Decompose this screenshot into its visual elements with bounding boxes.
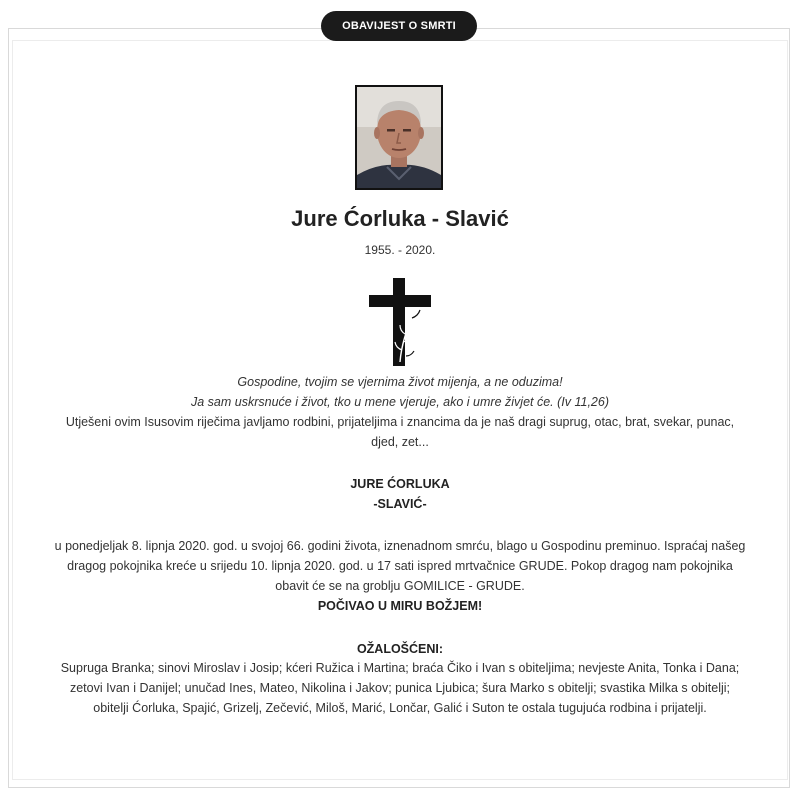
cross-with-olive-branch-icon: [366, 278, 434, 368]
funeral-details: u ponedjeljak 8. lipnja 2020. god. u svojoj 66. godini života, iznenadnom smrću, blago u Gospodinu preminuo. Ispraćaj našeg dragog pokojnika kreće u srijedu 10. lipnja 2020. god. u 17 sati ispred mrtvačnice GRUDE. Pokop dragog nam pokojnika obavit će se na groblju GOMILICE - GRUDE.: [54, 539, 746, 593]
deceased-name-block: [0, 474, 800, 514]
mourners-list: Supruga Branka; sinovi Miroslav i Josip; kćeri Ružica i Martina; braća Čiko i Ivan s obiteljima; nevjeste Anita, Tonka i Dana; zetovi Ivan i Danijel; unučad Ines, Mateo, Nikolina i Jakov; punica Ljubica; šura Marko s obitelji; svastika Milka s obitelji; obitelji Ćorluka, Spajić, Grizelj, Zečević, Miloš, Marić, Lončar, Galić i Suton te ostala tugujuća rodbina i prijatelji.: [60, 661, 740, 715]
quote-line: Gospodine, tvojim se vjernima život mijenja, a ne oduzima!: [237, 375, 563, 389]
rest-in-peace: POČIVAO U MIRU BOŽJEM!: [317, 599, 483, 613]
portrait-photo: [355, 85, 443, 190]
deceased-full-name: JURE ĆORLUKA: [350, 477, 450, 491]
notice-type-badge: OBAVIJEST O SMRTI: [321, 11, 477, 41]
life-years: 1955. - 2020.: [364, 243, 436, 257]
mourners-heading: OŽALOŠĆENI:: [356, 642, 444, 656]
deceased-name: Jure Ćorluka - Slavić: [291, 206, 509, 231]
scripture-quote: [40, 372, 760, 412]
announcement-intro: Utješeni ovim Isusovim riječima javljamo rodbini, prijateljima i znancima da je naš dragi suprug, otac, brat, svekar, punac, djed, zet...: [65, 415, 735, 449]
quote-line: Ja sam uskrsnuće i život, tko u mene vjeruje, ako i umre živjet će. (Iv 11,26): [191, 395, 609, 409]
deceased-nickname: -SLAVIĆ-: [373, 497, 427, 511]
